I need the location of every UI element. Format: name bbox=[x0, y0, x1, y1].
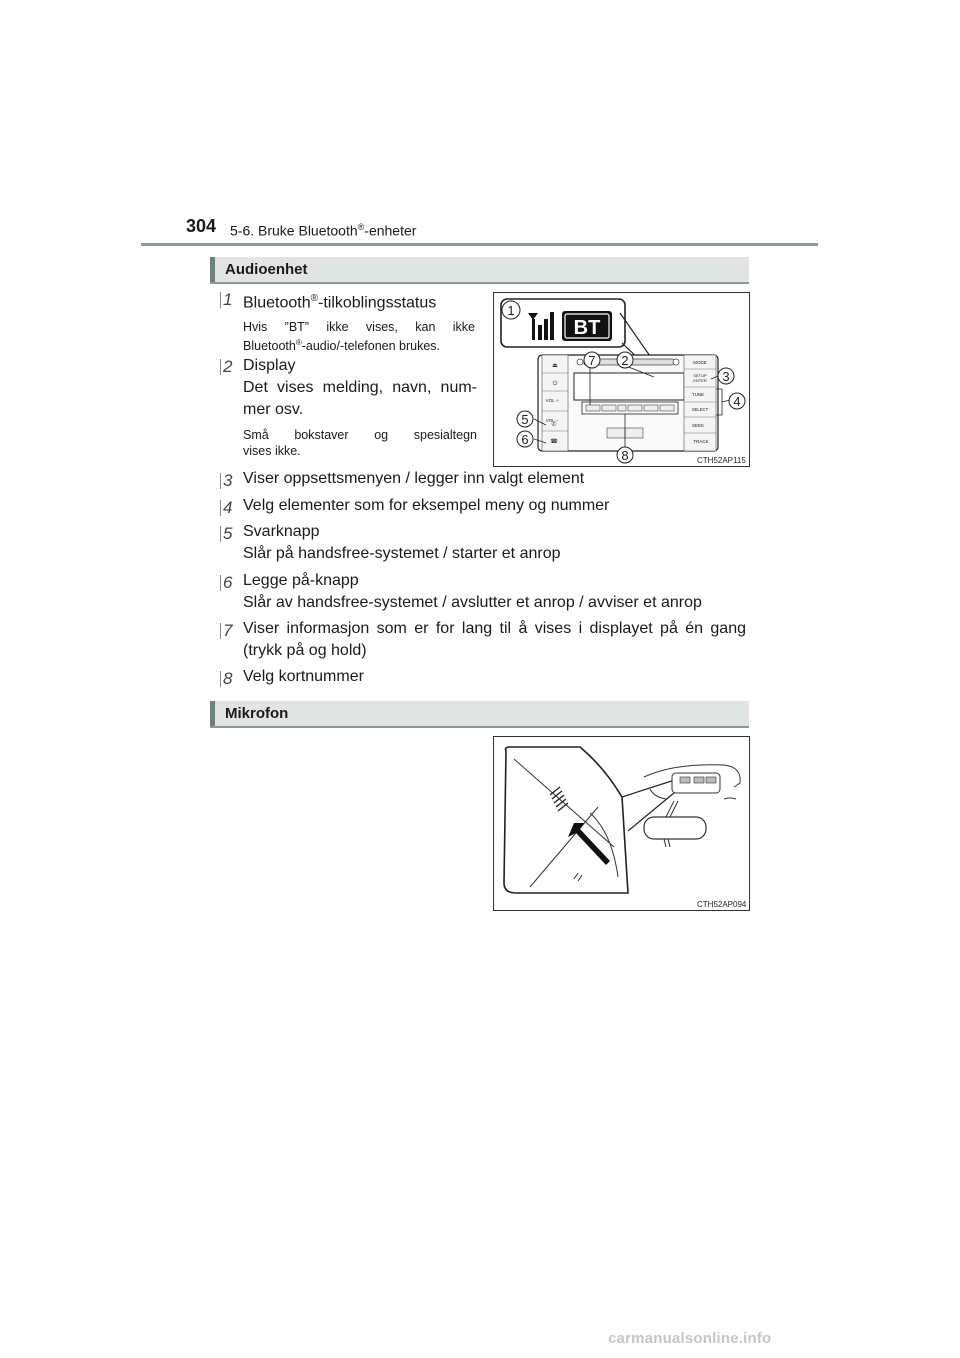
setup-button-label: SETUP bbox=[693, 373, 707, 378]
item-1-title-prefix: Bluetooth bbox=[243, 294, 311, 312]
track-button-label: TRACK bbox=[693, 439, 709, 444]
item-2-note-line2: vises ikke. bbox=[243, 444, 301, 458]
microphone-illustration bbox=[494, 737, 749, 910]
item-2-title: Display bbox=[243, 357, 296, 374]
section-header-audio bbox=[210, 257, 749, 284]
item-6-title: Legge på-knapp bbox=[243, 572, 359, 589]
item-4-title: Velg elementer som for eksempel meny og nummer bbox=[243, 497, 610, 514]
item-number-4: 4 bbox=[220, 500, 236, 516]
callout-3 bbox=[718, 368, 734, 384]
figure-code-audio: CTH52AP115 bbox=[697, 456, 746, 465]
callout-6 bbox=[517, 431, 533, 447]
svg-text:⏏: ⏏ bbox=[552, 362, 558, 369]
tune-button-label: TUNE bbox=[691, 392, 705, 397]
callout-5 bbox=[517, 411, 533, 427]
callout-2 bbox=[617, 352, 633, 368]
enter-button-label: ENTER bbox=[693, 378, 707, 383]
callout-1-label: 1 bbox=[507, 303, 515, 318]
item-number-5: 5 bbox=[220, 526, 236, 542]
item-number-1: 1 bbox=[220, 292, 236, 308]
callout-4 bbox=[729, 393, 745, 409]
item-5-line2: Slår på handsfree-systemet / starter et anrop bbox=[243, 545, 561, 562]
item-1-reg: ® bbox=[310, 293, 318, 304]
item-number-8: 8 bbox=[220, 671, 236, 687]
chapter-suffix: -enheter bbox=[364, 222, 417, 239]
callout-2-label: 2 bbox=[621, 353, 629, 368]
item-3-title: Viser oppsettsmenyen / legger inn valgt element bbox=[243, 470, 585, 487]
callout-6-label: 6 bbox=[521, 432, 529, 447]
chapter-title bbox=[230, 222, 416, 239]
bt-label: BT bbox=[573, 317, 601, 339]
mode-button-label: MODE bbox=[693, 360, 707, 365]
hangup-phone-icon: ☎ bbox=[550, 438, 558, 445]
preset-buttons bbox=[586, 405, 674, 411]
vol-down-label: VOL – bbox=[545, 418, 559, 423]
chapter-prefix: 5-6. Bruke Bluetooth bbox=[230, 222, 358, 239]
item-8-title: Velg kortnummer bbox=[243, 668, 364, 685]
item-1-title bbox=[243, 288, 436, 314]
vol-up-label: VOL + bbox=[545, 398, 559, 403]
section-bar bbox=[210, 257, 215, 282]
item-5-title: Svarknapp bbox=[243, 523, 320, 540]
rear-view-mirror bbox=[644, 817, 706, 839]
section-title-audio: Audioenhet bbox=[225, 261, 308, 278]
callout-5-label: 5 bbox=[521, 412, 529, 427]
item-1-note-line2 bbox=[243, 335, 477, 354]
item-2-line3: mer osv. bbox=[243, 401, 304, 418]
item-number-7: 7 bbox=[220, 623, 236, 639]
callout-7 bbox=[584, 352, 600, 368]
select-button-label: SELECT bbox=[691, 407, 709, 412]
item-1-title-suffix: -tilkoblingsstatus bbox=[317, 294, 437, 312]
seek-button-label: SEEK bbox=[691, 423, 705, 428]
item-1-note-prefix: Bluetooth bbox=[243, 339, 296, 354]
page-number: 304 bbox=[186, 216, 217, 236]
figure-audio-unit bbox=[493, 292, 750, 467]
section-bar bbox=[210, 701, 215, 726]
item-6-line2: Slår av handsfree-systemet / avslutter et anrop / avviser et anrop bbox=[243, 594, 702, 611]
callout-1 bbox=[502, 301, 520, 319]
bluetooth-status-icon bbox=[562, 311, 612, 341]
callout-7-label: 7 bbox=[588, 353, 596, 368]
item-1-note-line1: Hvis ”BT” ikke vises, kan ikke bbox=[243, 320, 475, 334]
callout-3-label: 3 bbox=[722, 369, 730, 384]
callout-8 bbox=[617, 447, 633, 463]
header-rule bbox=[141, 243, 818, 246]
display-screen bbox=[574, 373, 684, 400]
item-number-2: 2 bbox=[220, 359, 236, 375]
item-7-line2: (trykk på og hold) bbox=[243, 642, 367, 659]
section-header-microphone bbox=[210, 701, 749, 728]
svg-text:⏻: ⏻ bbox=[552, 380, 558, 387]
item-7-title: Viser informasjon som er for lang til å vises i displayet på én gang bbox=[243, 620, 746, 637]
audio-unit-illustration bbox=[494, 293, 749, 466]
answer-phone-icon: ✆ bbox=[551, 421, 557, 428]
section-title-microphone: Mikrofon bbox=[225, 705, 289, 722]
item-2-note-line1: Små bokstaver og spesialtegn bbox=[243, 428, 477, 442]
chapter-reg: ® bbox=[357, 222, 365, 232]
item-1-note-reg: ® bbox=[295, 338, 302, 347]
figure-code-microphone: CTH52AP094 bbox=[697, 900, 747, 909]
item-2-line2: Det vises melding, navn, num- bbox=[243, 379, 477, 396]
figure-microphone bbox=[493, 736, 750, 911]
item-1-note-suffix: -audio/-telefonen brukes. bbox=[301, 339, 441, 354]
callout-4-label: 4 bbox=[733, 394, 741, 409]
zoom-bubble bbox=[504, 747, 628, 893]
item-number-3: 3 bbox=[220, 473, 236, 489]
item-number-6: 6 bbox=[220, 575, 236, 591]
watermark: carmanualsonline.info bbox=[608, 1330, 772, 1347]
callout-8-label: 8 bbox=[621, 448, 629, 463]
